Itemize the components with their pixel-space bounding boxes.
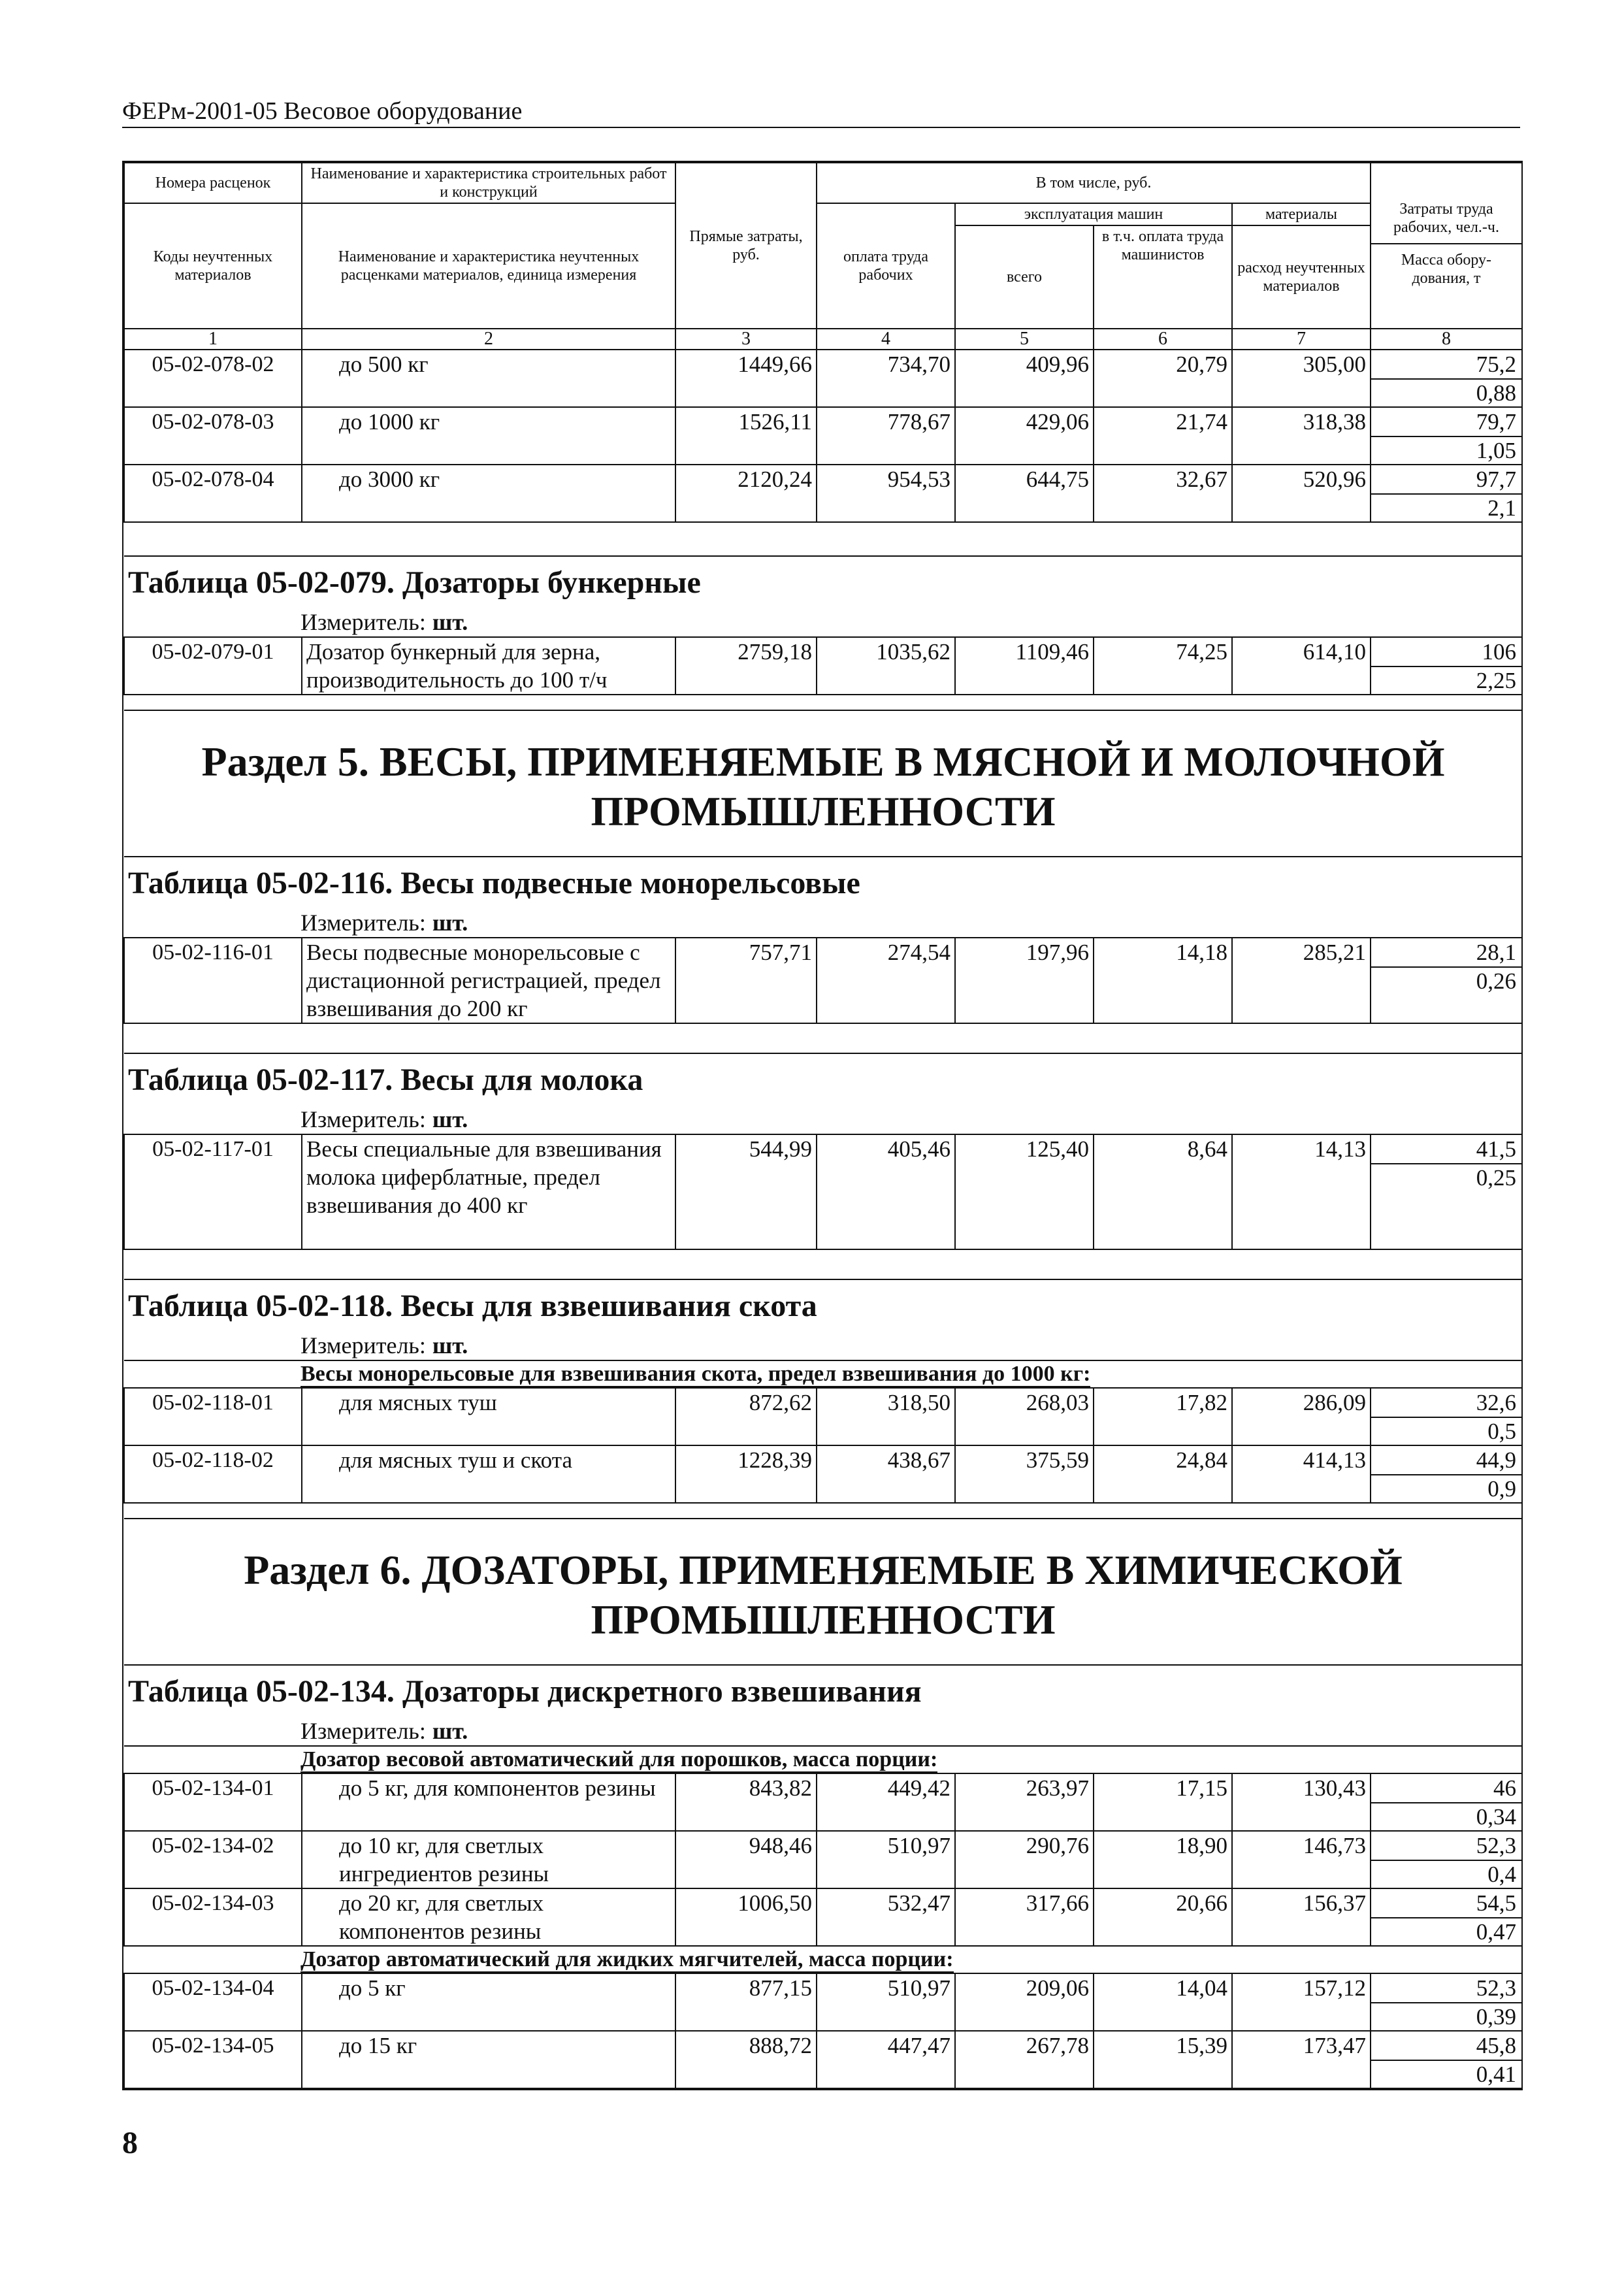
rates-table-body	[124, 163, 1522, 2088]
machines-total: 267,78	[955, 2031, 1094, 2088]
labor-mass-cell	[1371, 1888, 1522, 1946]
machines-pay: 8,64	[1094, 1134, 1232, 1249]
equipment-mass: 0,25	[1476, 1165, 1516, 1191]
table-title: Таблица 05-02-116. Весы подвесные монорельсовые	[124, 857, 1522, 908]
equipment-mass: 2,25	[1476, 668, 1516, 693]
header-including: В том числе, руб.	[817, 163, 1371, 203]
machines-pay: 14,18	[1094, 938, 1232, 1023]
equipment-mass: 2,1	[1487, 495, 1516, 521]
machines-total: 197,96	[955, 938, 1094, 1023]
rate-row	[124, 407, 1522, 465]
unit-label: Измеритель:	[300, 1718, 426, 1744]
header-row-2	[124, 203, 1522, 225]
labor-pay: 405,46	[817, 1134, 955, 1249]
rate-code: 05-02-134-04	[124, 1973, 302, 2031]
group-heading-row	[124, 1746, 1522, 1773]
table-title-row	[124, 857, 1522, 908]
header-mass: Масса обору- дования, т	[1401, 252, 1492, 287]
table-title: Таблица 05-02-118. Весы для взвешивания скота	[124, 1279, 1522, 1331]
rate-code: 05-02-134-05	[124, 2031, 302, 2088]
rate-row	[124, 637, 1522, 695]
rate-row	[124, 1388, 1522, 1445]
section-heading: Раздел 6. ДОЗАТОРЫ, ПРИМЕНЯЕМЫЕ В ХИМИЧЕСКОЙ ПРОМЫШЛЕННОСТИ	[124, 1519, 1522, 1665]
header-col1-bottom: Коды неучтенных материалов	[124, 203, 302, 329]
rate-row	[124, 1134, 1522, 1249]
labor-mass-cell	[1371, 1773, 1522, 1831]
labor-hours: 75,2	[1371, 350, 1521, 380]
machines-total: 209,06	[955, 1973, 1094, 2031]
equipment-mass: 0,88	[1476, 380, 1516, 406]
equipment-mass: 0,41	[1476, 2062, 1516, 2087]
labor-mass-cell	[1371, 465, 1522, 522]
machines-pay: 21,74	[1094, 407, 1232, 465]
equipment-mass: 0,5	[1487, 1419, 1516, 1444]
labor-mass-cell	[1371, 1388, 1522, 1445]
group-heading	[124, 1946, 1522, 1973]
rate-name: Весы подвесные монорельсовые с дистационной регистрацией, предел взвешивания до 200 кг	[302, 938, 675, 1023]
group-heading-text: Дозатор весовой автоматический для порошков, масса порции:	[300, 1747, 938, 1771]
materials-cost: 156,37	[1232, 1888, 1371, 1946]
machines-total: 375,59	[955, 1445, 1094, 1503]
labor-pay: 954,53	[817, 465, 955, 522]
labor-mass-cell	[1371, 2031, 1522, 2088]
column-number: 7	[1232, 329, 1371, 350]
materials-cost: 286,09	[1232, 1388, 1371, 1445]
spacer-row	[124, 695, 1522, 710]
table-title-row	[124, 1279, 1522, 1331]
rate-row	[124, 1445, 1522, 1503]
header-labor-pay: оплата труда рабочих	[817, 203, 955, 329]
rate-row	[124, 1888, 1522, 1946]
column-number: 1	[124, 329, 302, 350]
table-title: Таблица 05-02-117. Весы для молока	[124, 1053, 1522, 1105]
unit-of-measure	[124, 908, 1522, 938]
running-head: ФЕРм-2001-05 Весовое оборудование	[122, 97, 523, 125]
header-machines-total: всего	[955, 225, 1094, 329]
unit-label: Измеритель:	[300, 1106, 426, 1132]
spacer	[124, 1249, 1522, 1279]
group-heading-text: Дозатор автоматический для жидких мягчителей, масса порции:	[300, 1947, 954, 1971]
materials-cost: 614,10	[1232, 637, 1371, 695]
labor-hours: 54,5	[1371, 1889, 1521, 1918]
rate-name: до 20 кг, для светлых компонентов резины	[302, 1888, 675, 1946]
materials-cost: 146,73	[1232, 1831, 1371, 1888]
labor-hours: 45,8	[1371, 2032, 1521, 2061]
direct-costs: 877,15	[675, 1973, 817, 2031]
labor-pay: 449,42	[817, 1773, 955, 1831]
rates-table	[123, 162, 1523, 2089]
labor-mass-cell	[1371, 1831, 1522, 1888]
header-col2-bottom: Наименование и характеристика неучтенных расценками материалов, единица измерения	[302, 203, 675, 329]
rate-name: до 15 кг	[302, 2031, 675, 2088]
rate-name: до 5 кг, для компонентов резины	[302, 1773, 675, 1831]
materials-cost: 305,00	[1232, 350, 1371, 407]
unit-value: шт.	[432, 609, 468, 635]
rate-row	[124, 938, 1522, 1023]
labor-hours: 79,7	[1371, 408, 1521, 437]
running-head-rule	[122, 127, 1520, 128]
spacer-row	[124, 1023, 1522, 1053]
table-title-row	[124, 556, 1522, 608]
table-title: Таблица 05-02-134. Дозаторы дискретного взвешивания	[124, 1665, 1522, 1717]
section-heading: Раздел 5. ВЕСЫ, ПРИМЕНЯЕМЫЕ В МЯСНОЙ И МОЛОЧНОЙ ПРОМЫШЛЕННОСТИ	[124, 710, 1522, 857]
column-number: 5	[955, 329, 1094, 350]
unit-label: Измеритель:	[300, 1332, 426, 1358]
labor-pay: 1035,62	[817, 637, 955, 695]
group-heading	[124, 1360, 1522, 1388]
machines-pay: 18,90	[1094, 1831, 1232, 1888]
section-heading-row	[124, 1519, 1522, 1665]
rate-code: 05-02-117-01	[124, 1134, 302, 1249]
section-heading-row	[124, 710, 1522, 857]
unit-of-measure	[124, 1717, 1522, 1746]
header-machines: эксплуатация машин	[955, 203, 1232, 225]
equipment-mass: 0,4	[1487, 1862, 1516, 1887]
machines-total: 1109,46	[955, 637, 1094, 695]
direct-costs: 948,46	[675, 1831, 817, 1888]
spacer-row	[124, 1249, 1522, 1279]
rate-code: 05-02-078-03	[124, 407, 302, 465]
labor-mass-cell	[1371, 637, 1522, 695]
spacer-row	[124, 522, 1522, 556]
rate-row	[124, 1831, 1522, 1888]
machines-total: 644,75	[955, 465, 1094, 522]
rate-name: Весы специальные для взвешивания молока циферблатные, предел взвешивания до 400 кг	[302, 1134, 675, 1249]
machines-total: 317,66	[955, 1888, 1094, 1946]
direct-costs: 872,62	[675, 1388, 817, 1445]
header-col1-top: Номера расценок	[124, 163, 302, 203]
materials-cost: 520,96	[1232, 465, 1371, 522]
rate-code: 05-02-134-02	[124, 1831, 302, 1888]
rate-row	[124, 1773, 1522, 1831]
rate-row	[124, 2031, 1522, 2088]
labor-pay: 778,67	[817, 407, 955, 465]
labor-mass-cell	[1371, 407, 1522, 465]
rate-code: 05-02-134-03	[124, 1888, 302, 1946]
labor-pay: 318,50	[817, 1388, 955, 1445]
labor-hours: 46	[1371, 1774, 1521, 1803]
unit-label: Измеритель:	[300, 609, 426, 635]
machines-total: 263,97	[955, 1773, 1094, 1831]
unit-value: шт.	[432, 1718, 468, 1744]
spacer	[124, 522, 1522, 556]
machines-pay: 17,82	[1094, 1388, 1232, 1445]
header-labor-cost: Затраты труда рабочих, чел.-ч.	[1371, 197, 1521, 244]
rate-name: для мясных туш	[302, 1388, 675, 1445]
header-materials: материалы	[1232, 203, 1371, 225]
labor-pay: 510,97	[817, 1973, 955, 2031]
labor-pay: 734,70	[817, 350, 955, 407]
group-heading-row	[124, 1360, 1522, 1388]
labor-mass-cell	[1371, 350, 1522, 407]
equipment-mass: 0,39	[1476, 2004, 1516, 2030]
rate-name: до 10 кг, для светлых ингредиентов резины	[302, 1831, 675, 1888]
column-number: 2	[302, 329, 675, 350]
rate-row	[124, 350, 1522, 407]
labor-pay: 438,67	[817, 1445, 955, 1503]
direct-costs: 1526,11	[675, 407, 817, 465]
labor-hours: 28,1	[1371, 938, 1521, 968]
rate-code: 05-02-116-01	[124, 938, 302, 1023]
materials-cost: 130,43	[1232, 1773, 1371, 1831]
header-col2-top: Наименование и характеристика строительных работ и конструкций	[302, 163, 675, 203]
labor-hours: 97,7	[1371, 465, 1521, 495]
rate-code: 05-02-118-02	[124, 1445, 302, 1503]
spacer-row	[124, 1503, 1522, 1519]
labor-hours: 41,5	[1371, 1135, 1521, 1164]
labor-mass-cell	[1371, 1973, 1522, 2031]
rate-code: 05-02-134-01	[124, 1773, 302, 1831]
machines-pay: 20,66	[1094, 1888, 1232, 1946]
labor-hours: 106	[1371, 638, 1521, 667]
labor-pay: 510,97	[817, 1831, 955, 1888]
header-machines-pay: в т.ч. оплата труда машинистов	[1094, 225, 1232, 329]
direct-costs: 888,72	[675, 2031, 817, 2088]
labor-mass-cell	[1371, 938, 1522, 1023]
rate-code: 05-02-118-01	[124, 1388, 302, 1445]
labor-mass-cell	[1371, 1445, 1522, 1503]
direct-costs: 2759,18	[675, 637, 817, 695]
rates-sheet	[122, 161, 1523, 2090]
unit-of-measure-row	[124, 608, 1522, 637]
rate-name: до 3000 кг	[302, 465, 675, 522]
unit-of-measure	[124, 1331, 1522, 1360]
direct-costs: 1228,39	[675, 1445, 817, 1503]
machines-total: 125,40	[955, 1134, 1094, 1249]
direct-costs: 1449,66	[675, 350, 817, 407]
materials-cost: 414,13	[1232, 1445, 1371, 1503]
header-materials-use: расход неучтенных материалов	[1232, 225, 1371, 329]
unit-of-measure-row	[124, 1717, 1522, 1746]
unit-of-measure	[124, 1105, 1522, 1134]
labor-hours: 52,3	[1371, 1832, 1521, 1861]
header-labor-mass	[1371, 163, 1522, 329]
table-title-row	[124, 1665, 1522, 1717]
unit-label: Измеритель:	[300, 910, 426, 936]
table-title-row	[124, 1053, 1522, 1105]
machines-pay: 74,25	[1094, 637, 1232, 695]
rate-name: до 500 кг	[302, 350, 675, 407]
machines-total: 429,06	[955, 407, 1094, 465]
header-row-1	[124, 163, 1522, 203]
header-direct-costs: Прямые затраты, руб.	[675, 163, 817, 329]
rate-code: 05-02-078-02	[124, 350, 302, 407]
machines-pay: 14,04	[1094, 1973, 1232, 2031]
direct-costs: 757,71	[675, 938, 817, 1023]
machines-pay: 32,67	[1094, 465, 1232, 522]
equipment-mass: 0,26	[1476, 968, 1516, 994]
labor-pay: 274,54	[817, 938, 955, 1023]
spacer	[124, 1023, 1522, 1053]
labor-mass-cell	[1371, 1134, 1522, 1249]
machines-pay: 15,39	[1094, 2031, 1232, 2088]
materials-cost: 318,38	[1232, 407, 1371, 465]
materials-cost: 14,13	[1232, 1134, 1371, 1249]
rate-code: 05-02-079-01	[124, 637, 302, 695]
group-heading	[124, 1746, 1522, 1773]
column-number: 8	[1371, 329, 1522, 350]
spacer	[124, 695, 1522, 710]
rate-name: для мясных туш и скота	[302, 1445, 675, 1503]
rate-name: Дозатор бункерный для зерна, производительность до 100 т/ч	[302, 637, 675, 695]
rate-row	[124, 465, 1522, 522]
materials-cost: 157,12	[1232, 1973, 1371, 2031]
table-title: Таблица 05-02-079. Дозаторы бункерные	[124, 556, 1522, 608]
labor-hours: 52,3	[1371, 1974, 1521, 2003]
unit-of-measure	[124, 608, 1522, 637]
column-number: 6	[1094, 329, 1232, 350]
direct-costs: 843,82	[675, 1773, 817, 1831]
labor-pay: 447,47	[817, 2031, 955, 2088]
labor-pay: 532,47	[817, 1888, 955, 1946]
machines-total: 409,96	[955, 350, 1094, 407]
equipment-mass: 0,34	[1476, 1804, 1516, 1830]
machines-pay: 17,15	[1094, 1773, 1232, 1831]
rate-name: до 1000 кг	[302, 407, 675, 465]
machines-pay: 20,79	[1094, 350, 1232, 407]
column-number: 3	[675, 329, 817, 350]
equipment-mass: 1,05	[1476, 438, 1516, 463]
machines-total: 268,03	[955, 1388, 1094, 1445]
materials-cost: 173,47	[1232, 2031, 1371, 2088]
rate-code: 05-02-078-04	[124, 465, 302, 522]
machines-pay: 24,84	[1094, 1445, 1232, 1503]
unit-of-measure-row	[124, 908, 1522, 938]
labor-hours: 44,9	[1371, 1446, 1521, 1475]
column-number: 4	[817, 329, 955, 350]
unit-value: шт.	[432, 1106, 468, 1132]
unit-value: шт.	[432, 910, 468, 936]
direct-costs: 1006,50	[675, 1888, 817, 1946]
equipment-mass: 0,9	[1487, 1476, 1516, 1502]
machines-total: 290,76	[955, 1831, 1094, 1888]
rate-name: до 5 кг	[302, 1973, 675, 2031]
materials-cost: 285,21	[1232, 938, 1371, 1023]
labor-hours: 32,6	[1371, 1389, 1521, 1418]
direct-costs: 2120,24	[675, 465, 817, 522]
group-heading-row	[124, 1946, 1522, 1973]
unit-of-measure-row	[124, 1105, 1522, 1134]
rate-row	[124, 1973, 1522, 2031]
page-number: 8	[122, 2126, 138, 2160]
unit-of-measure-row	[124, 1331, 1522, 1360]
spacer	[124, 1503, 1522, 1519]
group-heading-text: Весы монорельсовые для взвешивания скота, предел взвешивания до 1000 кг:	[300, 1362, 1091, 1386]
direct-costs: 544,99	[675, 1134, 817, 1249]
unit-value: шт.	[432, 1332, 468, 1358]
column-numbers-row	[124, 329, 1522, 350]
equipment-mass: 0,47	[1476, 1919, 1516, 1945]
